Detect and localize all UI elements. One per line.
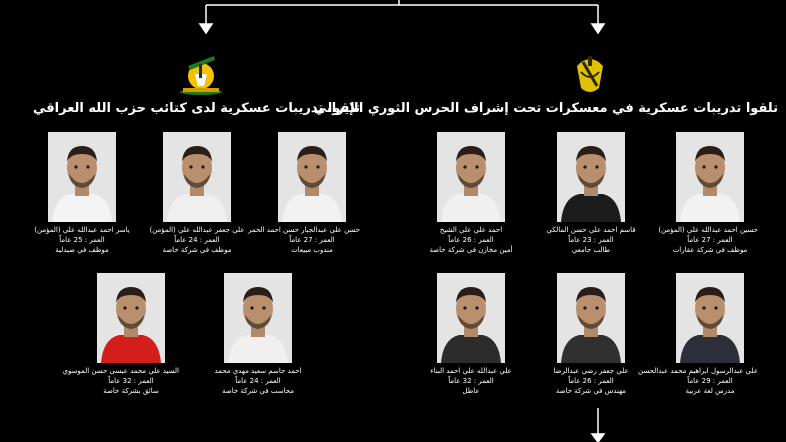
irgc-emblem: [573, 52, 607, 100]
detainee-photo: [224, 273, 292, 363]
detainee-caption: [423, 366, 519, 396]
detainee-age: العمر : 24 عاماً: [174, 236, 220, 244]
detainee-caption: [62, 366, 179, 396]
detainee-name: حسن علي عبدالجبار حسن احمد الحمر: [248, 226, 360, 234]
detainee-age: العمر : 29 عاماً: [687, 377, 733, 385]
kataib-hezbollah-emblem: [178, 50, 224, 100]
detainee-caption: [149, 225, 245, 255]
detainee-photo: [437, 273, 505, 363]
detainee-name: علي عبدالرسول ابراهيم محمد عبدالحسن: [638, 367, 758, 375]
detainee-card: [62, 273, 179, 396]
detainee-name: قاسم احمد علي حسن المالكي: [546, 226, 636, 234]
detainee-photo: [163, 132, 231, 222]
kataib-hezbollah-heading: تلقوا تدريبات عسكرية لدى كتائب حزب الله العراقي: [33, 101, 360, 116]
detainee-caption: [543, 366, 639, 396]
detainee-age: العمر : 24 عاماً: [235, 377, 281, 385]
detainee-age: العمر : 26 عاماً: [448, 236, 494, 244]
detainee-job: مندوب مبيعات: [291, 246, 333, 254]
detainee-age: العمر : 32 عاماً: [108, 377, 154, 385]
detainee-job: موظف في شركة عقارات: [672, 246, 748, 254]
detainee-caption: [34, 225, 130, 255]
detainee-job: مهندس في شركة خاصة: [555, 387, 627, 395]
detainee-name: ياسر احمد عبدالله علي (المؤمن): [34, 226, 130, 234]
detainee-card: [543, 273, 639, 396]
detainee-photo: [676, 132, 744, 222]
detainee-card: [638, 273, 758, 396]
detainee-name: علي جعفر رضي عبدالرضا: [553, 367, 629, 375]
detainee-age: العمر : 32 عاماً: [448, 377, 494, 385]
detainee-name: احمد جاسم سعيد مهدي محمد: [214, 367, 302, 375]
detainee-card: [423, 132, 519, 255]
detainee-name: علي عبدالله علي احمد البناء: [430, 367, 512, 375]
detainee-caption: [543, 225, 639, 255]
detainee-age: العمر : 25 عاماً: [59, 236, 105, 244]
detainee-name: حسين احمد عبدالله علي (المؤمن): [658, 226, 758, 234]
detainee-card: [149, 132, 245, 255]
detainee-job: مدرس لغة عربية: [685, 387, 735, 395]
detainee-caption: [423, 225, 519, 255]
detainee-card: [658, 132, 758, 255]
detainee-card: [423, 273, 519, 396]
detainee-caption: [638, 366, 758, 396]
detainee-card: [543, 132, 639, 255]
detainee-caption: [248, 225, 360, 255]
detainee-caption: [210, 366, 306, 396]
detainee-name: علي جعفر عبدالله علي (المؤمن): [149, 226, 245, 234]
detainee-age: العمر : 27 عاماً: [687, 236, 733, 244]
detainee-job: موظف في شركة خاصة: [162, 246, 232, 254]
detainee-card: [248, 132, 360, 255]
detainee-caption: [658, 225, 758, 255]
detainee-age: العمر : 26 عاماً: [568, 377, 614, 385]
detainee-age: العمر : 27 عاماً: [289, 236, 335, 244]
detainee-photo: [676, 273, 744, 363]
detainee-photo: [97, 273, 165, 363]
detainee-job: عاطل: [462, 387, 480, 395]
detainee-photo: [437, 132, 505, 222]
detainee-card: [210, 273, 306, 396]
detainee-name: احمد علي علي الشيخ: [439, 226, 503, 234]
detainee-job: موظف في صيدلية: [55, 246, 109, 254]
detainee-photo: [48, 132, 116, 222]
detainee-photo: [278, 132, 346, 222]
detainee-age: العمر : 23 عاماً: [568, 236, 614, 244]
detainee-photo: [557, 273, 625, 363]
detainee-job: سائق بشركة خاصة: [103, 387, 159, 395]
detainee-job: أمين مخازن في شركة خاصة: [429, 246, 513, 254]
detainee-photo: [557, 132, 625, 222]
detainee-card: [34, 132, 130, 255]
detainee-job: طالب جامعي: [571, 246, 611, 254]
detainee-job: محاسب في شركة خاصة: [222, 387, 294, 395]
detainee-name: السيد علي محمد عيسى حسن الموسوي: [62, 367, 179, 375]
irgc-heading: تلقوا تدريبات عسكرية في معسكرات تحت إشراف الحرس الثوري الإيراني: [313, 101, 778, 116]
